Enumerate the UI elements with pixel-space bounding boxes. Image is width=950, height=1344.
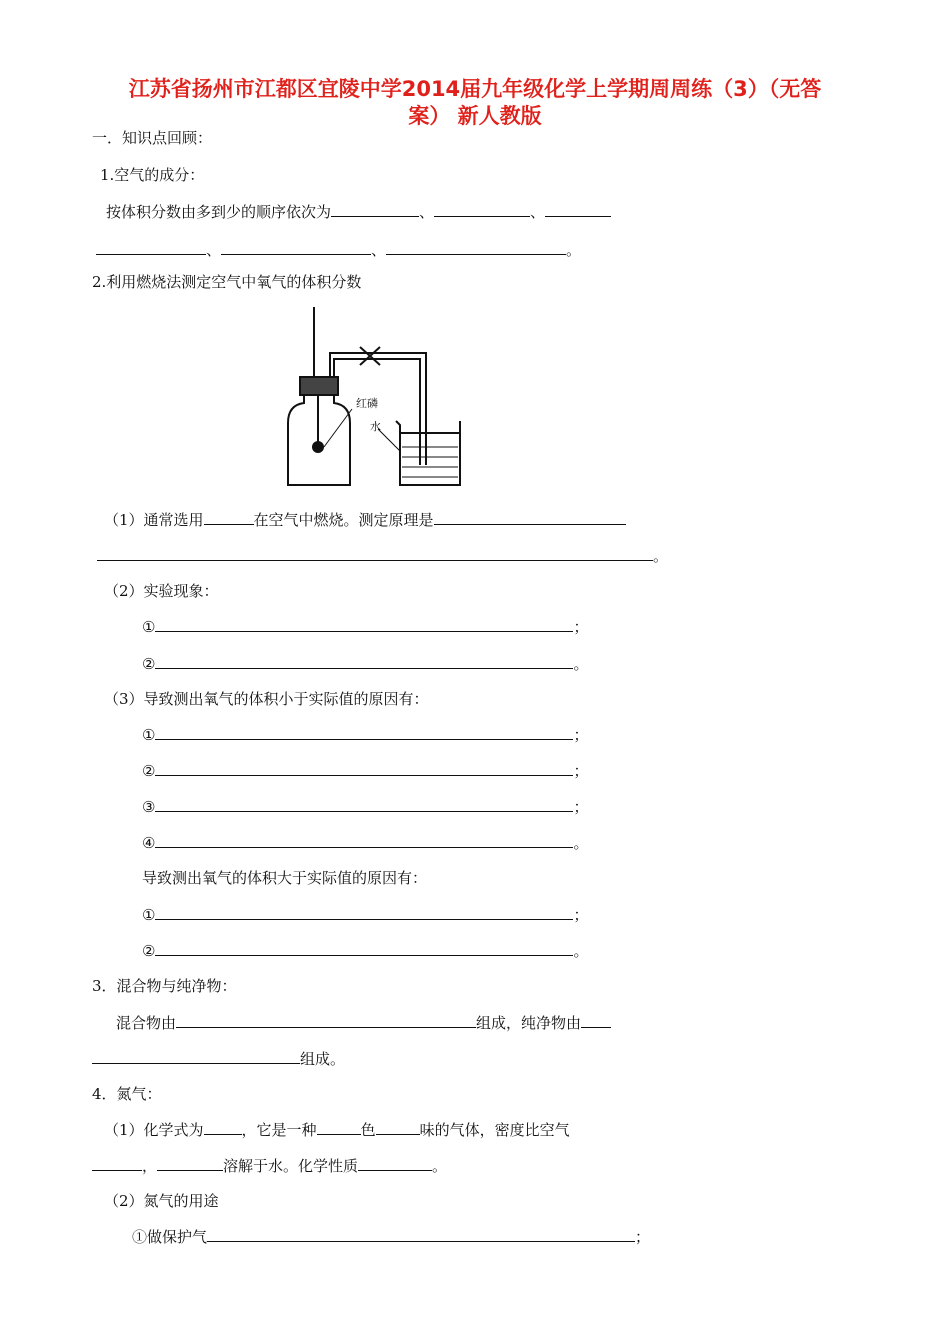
- item-number: ①: [142, 726, 156, 744]
- answer-blank[interactable]: [434, 200, 530, 217]
- period: 。: [573, 942, 589, 960]
- q2-p2-item: [142, 652, 588, 674]
- q4-title: 4．氮气：: [92, 1085, 162, 1103]
- q2-p2-title: （2）实验现象：: [104, 582, 219, 600]
- q3-text: 组成。: [300, 1050, 346, 1068]
- q3-text: 组成，纯净物由: [476, 1014, 582, 1032]
- answer-blank[interactable]: [581, 1011, 611, 1028]
- q3-title: 3．混合物与纯净物：: [92, 977, 237, 995]
- answer-blank[interactable]: [157, 1154, 223, 1171]
- separator: 、: [371, 241, 387, 259]
- q4-text: ，它是一种: [241, 1121, 317, 1139]
- answer-blank[interactable]: [96, 238, 206, 255]
- answer-blank[interactable]: [434, 508, 626, 525]
- q1-line2: [96, 238, 581, 260]
- item-number: ②: [142, 655, 156, 673]
- answer-blank[interactable]: [386, 238, 566, 255]
- q4-p1-line1: [104, 1118, 570, 1140]
- answer-blank[interactable]: [92, 1047, 300, 1064]
- period: 。: [432, 1157, 448, 1175]
- answer-blank[interactable]: [207, 1225, 635, 1242]
- q1-title: 1.空气的成分：: [100, 166, 205, 184]
- answer-blank[interactable]: [221, 238, 371, 255]
- q2-p1-text: 在空气中燃烧。测定原理是: [253, 511, 434, 529]
- separator: 、: [419, 203, 435, 221]
- separator: 、: [530, 203, 546, 221]
- q4-text: （1）化学式为: [104, 1121, 204, 1139]
- answer-blank[interactable]: [358, 1154, 432, 1171]
- q2-p1-line2: [97, 544, 668, 566]
- q4-text: 味的气体，密度比空气: [419, 1121, 570, 1139]
- q2-p1-text: （1）通常选用: [104, 511, 204, 529]
- answer-blank[interactable]: [376, 1118, 420, 1135]
- answer-blank[interactable]: [155, 831, 573, 848]
- q4-text: ，: [142, 1157, 158, 1175]
- semicolon: ；: [573, 618, 589, 636]
- answer-blank[interactable]: [545, 200, 611, 217]
- answer-blank[interactable]: [331, 200, 419, 217]
- item-number: ④: [142, 834, 156, 852]
- q2-p3-item: [142, 903, 588, 925]
- answer-blank[interactable]: [176, 1011, 476, 1028]
- q1-prefix: 按体积分数由多到少的顺序依次为: [106, 203, 332, 221]
- q4-p1-line2: [92, 1154, 447, 1176]
- q2-p3-item: [142, 795, 588, 817]
- q2-p3-item: [142, 723, 588, 745]
- q4-p2-item: [132, 1225, 650, 1247]
- separator: 、: [206, 241, 222, 259]
- answer-blank[interactable]: [155, 759, 573, 776]
- section-heading: 一．知识点回顾：: [92, 129, 213, 147]
- period: 。: [653, 547, 669, 565]
- q3-text: 混合物由: [116, 1014, 177, 1032]
- q4-text: 溶解于水。化学性质: [223, 1157, 359, 1175]
- red-phosphorus-icon: [312, 441, 324, 453]
- semicolon: ；: [635, 1228, 651, 1246]
- answer-blank[interactable]: [317, 1118, 361, 1135]
- semicolon: ；: [573, 906, 589, 924]
- answer-blank[interactable]: [155, 939, 573, 956]
- label-water: 水: [370, 420, 381, 433]
- q2-p3-title2: 导致测出氧气的体积大于实际值的原因有：: [142, 869, 428, 887]
- period: 。: [573, 655, 589, 673]
- q2-p3-item: [142, 939, 588, 961]
- item-number: ②: [142, 942, 156, 960]
- q2-p3-item: [142, 759, 588, 781]
- q3-line2: [92, 1047, 345, 1069]
- answer-blank[interactable]: [155, 652, 573, 669]
- answer-blank[interactable]: [155, 615, 573, 632]
- q1-line1: [106, 200, 611, 222]
- q2-title: 2.利用燃烧法测定空气中氧气的体积分数: [92, 273, 362, 291]
- answer-blank[interactable]: [204, 1118, 242, 1135]
- period: 。: [566, 241, 582, 259]
- document-title-line1: 江苏省扬州市江都区宜陵中学2014届九年级化学上学期周周练（3）（无答: [128, 77, 822, 101]
- item-number: ①: [142, 906, 156, 924]
- semicolon: ；: [573, 798, 589, 816]
- answer-blank[interactable]: [155, 723, 573, 740]
- item-number: ①: [142, 618, 156, 636]
- item-number: ②: [142, 762, 156, 780]
- q4-text: ①做保护气: [132, 1228, 208, 1246]
- q4-text: 色: [360, 1121, 376, 1139]
- answer-blank[interactable]: [204, 508, 254, 525]
- q2-p1-line1: [104, 508, 626, 530]
- q2-p3-item: [142, 831, 588, 853]
- q4-p2-title: （2）氮气的用途: [104, 1192, 219, 1210]
- answer-blank[interactable]: [92, 1154, 142, 1171]
- q3-line1: [116, 1011, 611, 1033]
- answer-blank[interactable]: [97, 544, 653, 561]
- item-number: ③: [142, 798, 156, 816]
- document-title-line2: 案） 新人教版: [408, 104, 542, 128]
- answer-blank[interactable]: [155, 795, 573, 812]
- period: 。: [573, 834, 589, 852]
- q2-p3-title: （3）导致测出氧气的体积小于实际值的原因有：: [104, 690, 429, 708]
- semicolon: ；: [573, 762, 589, 780]
- q2-p2-item: [142, 615, 588, 637]
- answer-blank[interactable]: [155, 903, 573, 920]
- label-red-phosphorus: 红磷: [356, 397, 378, 410]
- semicolon: ；: [573, 726, 589, 744]
